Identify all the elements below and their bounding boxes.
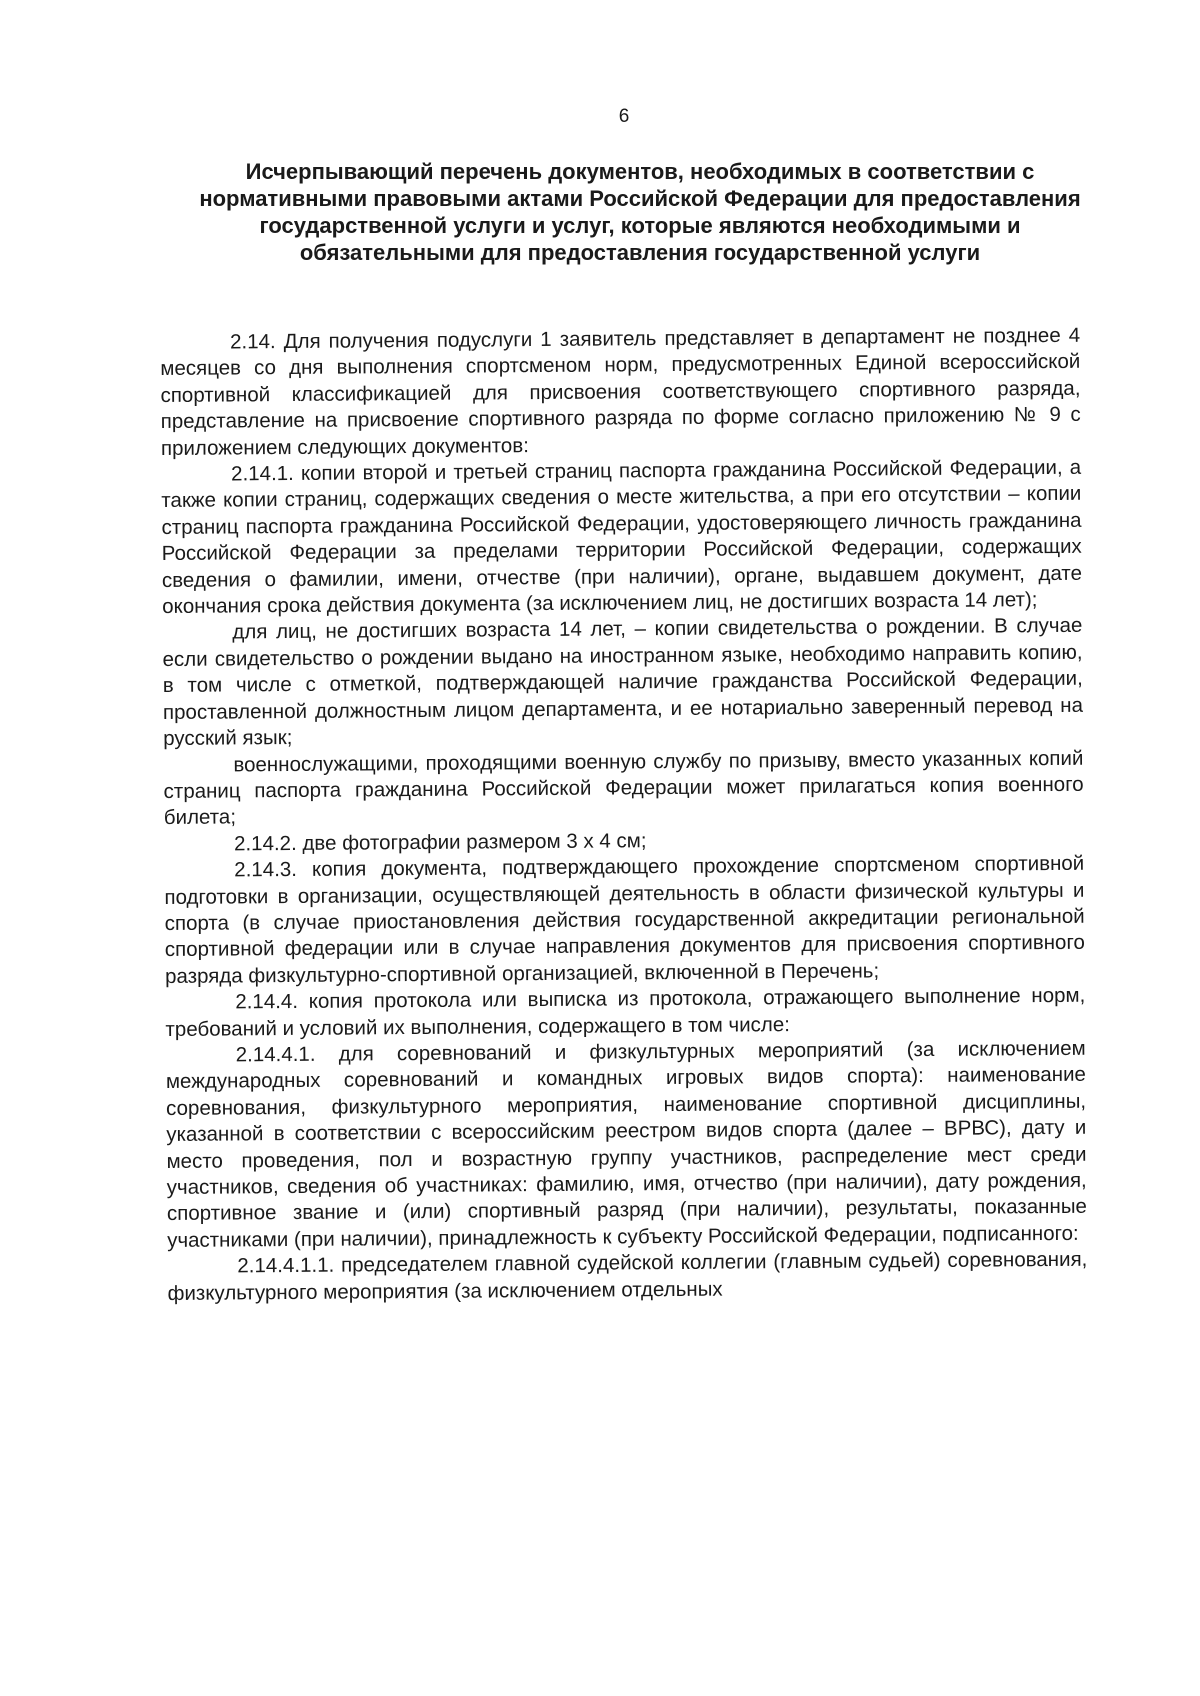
page-number: 6 xyxy=(618,106,630,127)
paragraph-2-14: 2.14. Для получения подуслуги 1 заявитель представляет в департамент не позднее 4 месяцев со дня выполнения спортсменом норм, предусмотренных Единой всероссийской спортивной классификацией для присвоения соответствующего спортивного разряда, представление на присвоение спортивного разряда по форме согласно приложению № 9 с приложением следующих документов: xyxy=(160,323,1081,460)
paragraph-2-14-2: 2.14.2. две фотографии размером 3 х 4 см; xyxy=(233,828,647,856)
paragraph-2-14-1: 2.14.1. копии второй и третьей страниц паспорта гражданина Российской Федерации, а также копии страниц, содержащих сведения о месте жительства, а при его отсутствии – копии страниц паспорта гражданина Российской Федерации, удостоверяющего личность гражданина Российской Федерации за пределами территории Российской Федерации, содержащих сведения о фамилии, имени, отчестве (при наличии), органе, выдавшем документ, дате окончания срока действия документа (за исключением лиц, не достигших возраста 14 лет); xyxy=(161,455,1083,619)
section-title: Исчерпывающий перечень документов, необходимых в соответствии с нормативными правовыми актами Российской Федерации для предоставления государственной услуги и услуг, которые являются необходимыми и обязательными для предоставления государственной услуги xyxy=(199,159,1081,265)
paragraph-military: военнослужащими, проходящими военную службу по призыву, вместо указанных копий страниц паспорта гражданина Российской Федерации может прилагаться копия военного билета; xyxy=(163,746,1084,830)
paragraph-2-14-4-1: 2.14.4.1. для соревнований и физкультурных мероприятий (за исключением международных соревнований и командных игровых видов спорта): наименование соревнования, физкультурного мероприятия, наименование спортивной дисциплины, указанной в соответствии с всероссийским реестром видов спорта (далее – ВРВС), дату и место проведения, пол и возрастную группу участников, распределение мест среди участников, сведения об участниках: фамилию, имя, отчество (при наличии), дату рождения, спортивное звание и (или) спортивный разряд (при наличии), результаты, показанные участниками (при наличии), принадлежность к субъекту Российской Федерации, подписанного: xyxy=(165,1036,1088,1252)
paragraph-minors: для лиц, не достигших возраста 14 лет, – копии свидетельства о рождении. В случае если свидетельство о рождении выдано на иностранном языке, необходимо направить копию, в том числе с отметкой, подтверждающей наличие гражданства Российской Федерации, проставленной должностным лицом департамента, и ее нотариально заверенный перевод на русский язык; xyxy=(162,614,1084,751)
paragraph-2-14-4-1-1: 2.14.4.1.1. председателем главной судейской коллегии (главным судьей) соревнования, физкультурного мероприятия (за исключением отдельных xyxy=(167,1247,1088,1305)
paragraph-2-14-4: 2.14.4. копия протокола или выписка из протокола, отражающего выполнение норм, требований и условий их выполнения, содержащего в том числе: xyxy=(165,983,1086,1041)
paragraph-2-14-3: 2.14.3. копия документа, подтверждающего прохождение спортсменом спортивной подготовки в организации, осуществляющей деятельность в области физической культуры и спорта (в случае приостановления действия государственной аккредитации региональной спортивной федерации или в случае направления документов для присвоения спортивного разряда физкультурно-спортивной организацией, включенной в Перечень; xyxy=(164,851,1085,988)
document-body xyxy=(160,323,1088,1307)
